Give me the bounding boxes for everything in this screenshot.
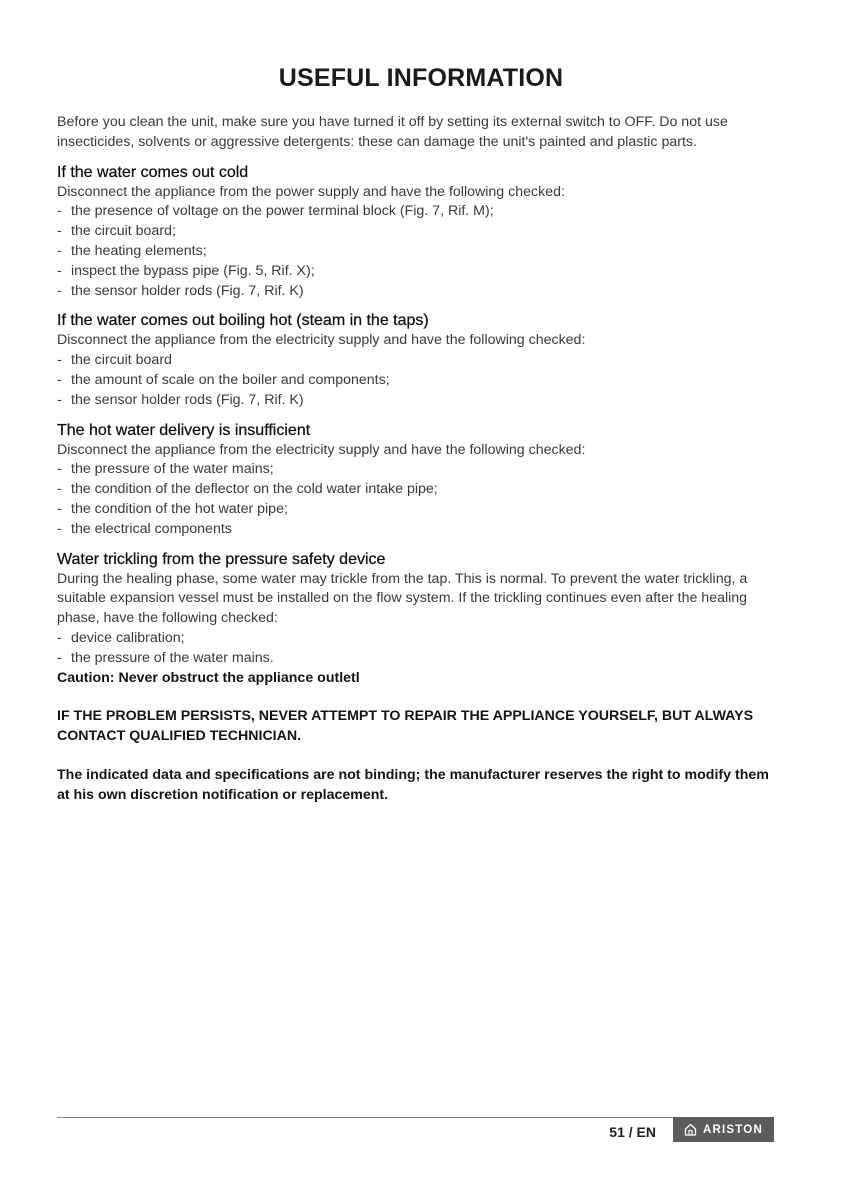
section-text: Disconnect the appliance from the electricity supply and have the following checked: (57, 441, 586, 458)
list-item: - the circuit board (57, 351, 777, 371)
check-list (57, 202, 777, 301)
list-item: - the sensor holder rods (Fig. 7, Rif. K) (57, 391, 777, 411)
list-item: - the condition of the hot water pipe; (57, 500, 777, 520)
page-number: 51 / EN (609, 1124, 656, 1140)
list-item: - the sensor holder rods (Fig. 7, Rif. K) (57, 282, 777, 302)
list-item: - the presence of voltage on the power terminal block (Fig. 7, Rif. M); (57, 202, 777, 222)
section-water-trickling (57, 549, 777, 669)
disclaimer-note: The indicated data and specifications are not binding; the manufacturer reserves the right to modify them at his own discretion notification or replacement. (57, 766, 769, 803)
main-content (57, 113, 777, 806)
warning-note: IF THE PROBLEM PERSISTS, NEVER ATTEMPT TO REPAIR THE APPLIANCE YOURSELF, BUT ALWAYS CONTACT QUALIFIED TECHNICIAN. (57, 708, 754, 745)
brand-name: ARISTON (703, 1123, 763, 1136)
section-text: Disconnect the appliance from the electricity supply and have the following checked: (57, 332, 586, 349)
intro-paragraph: Before you clean the unit, make sure you have turned it off by setting its external switch to OFF. Do not use insecticides, solvents or aggressive detergents: these can damage the unit's painted and plastic parts. (57, 114, 728, 150)
check-list (57, 351, 777, 410)
list-item: - the heating elements; (57, 242, 777, 262)
footer-divider (57, 1117, 674, 1118)
section-heading: If the water comes out cold (57, 163, 249, 181)
list-item: - the amount of scale on the boiler and components; (57, 371, 777, 391)
house-icon (684, 1123, 697, 1136)
list-item: - the condition of the deflector on the cold water intake pipe; (57, 480, 777, 500)
list-item: - inspect the bypass pipe (Fig. 5, Rif. X); (57, 262, 777, 282)
section-water-cold (57, 162, 777, 302)
section-heading: The hot water delivery is insufficient (57, 421, 311, 439)
section-delivery-insufficient (57, 420, 777, 540)
caution-note: Caution: Never obstruct the appliance outletl (57, 669, 360, 686)
check-list (57, 460, 777, 539)
brand-logo (673, 1117, 774, 1142)
section-water-boiling (57, 310, 777, 410)
section-heading: Water trickling from the pressure safety device (57, 550, 386, 568)
page-title: USEFUL INFORMATION (278, 64, 564, 92)
list-item: - the circuit board; (57, 222, 777, 242)
list-item: - the pressure of the water mains. (57, 649, 777, 669)
list-item: - the electrical components (57, 520, 777, 540)
section-text: Disconnect the appliance from the power supply and have the following checked: (57, 183, 565, 200)
list-item: - the pressure of the water mains; (57, 460, 777, 480)
section-heading: If the water comes out boiling hot (steam in the taps) (57, 312, 429, 330)
section-text: During the healing phase, some water may trickle from the tap. This is normal. To prevent the water trickling, a suitable expansion vessel must be installed on the flow system. If the trickling continues even after the healing phase, have the following checked: (57, 570, 748, 627)
check-list (57, 629, 777, 669)
list-item: - device calibration; (57, 629, 777, 649)
